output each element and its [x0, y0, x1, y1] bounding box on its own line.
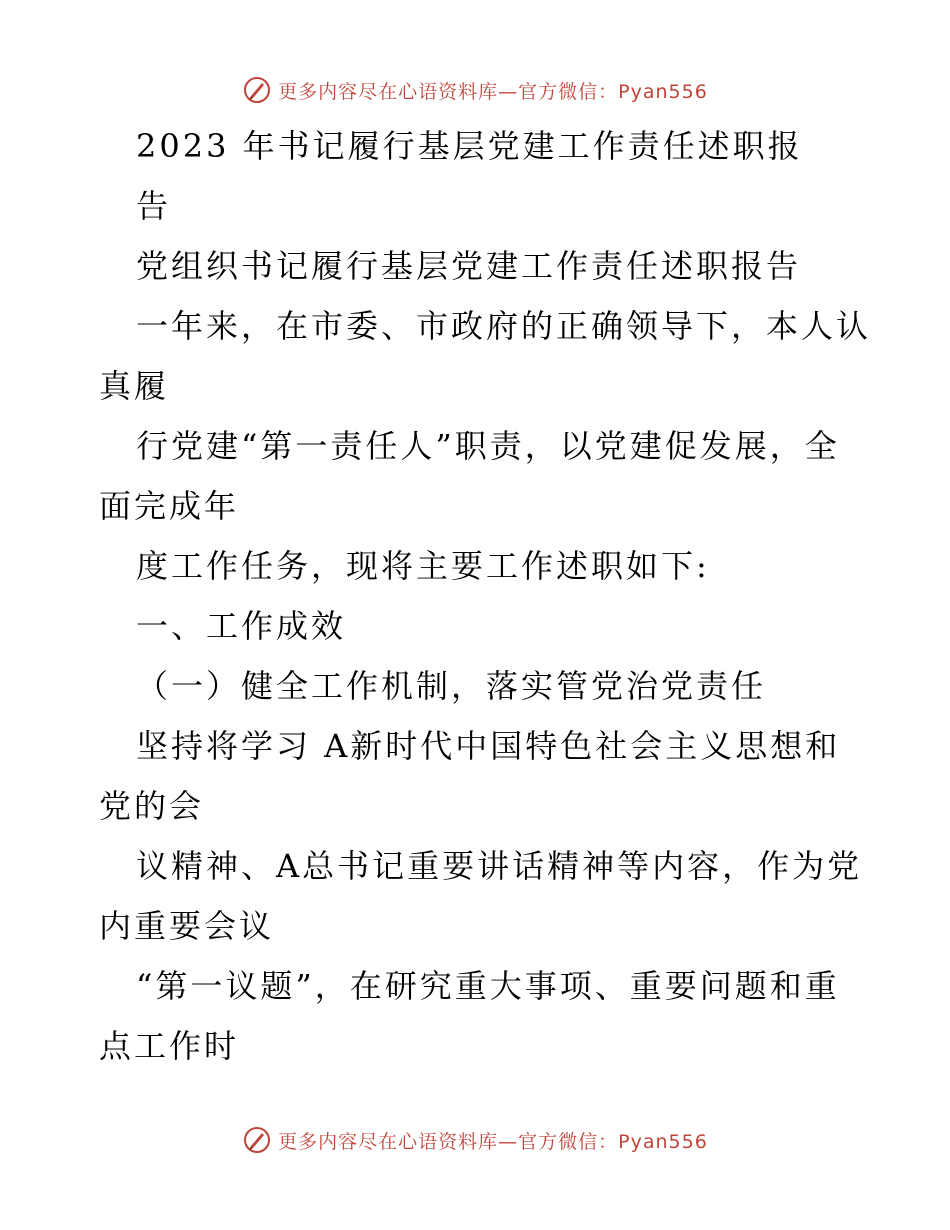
paragraph-line: 面完成年	[99, 487, 240, 525]
paragraph-line: “第一议题”，在研究重大事项、重要问题和重	[136, 967, 840, 1005]
paragraph-line: 度工作任务，现将主要工作述职如下:	[136, 547, 710, 585]
watermark-footer	[0, 1120, 950, 1160]
doc-subtitle: 党组织书记履行基层党建工作责任述职报告	[136, 247, 802, 285]
doc-title-line-2: 告	[136, 187, 172, 225]
watermark-text: 更多内容尽在心语资料库—官方微信：Pyan556	[278, 1130, 708, 1153]
paragraph-line: 坚持将学习 A新时代中国特色社会主义思想和	[136, 727, 841, 765]
paragraph-line: 一年来，在市委、市政府的正确领导下，本人认	[136, 307, 872, 345]
doc-title-line-1: 2023 年书记履行基层党建工作责任述职报	[136, 127, 803, 165]
paragraph-line: 点工作时	[99, 1027, 240, 1065]
quill-pen-logo-icon	[242, 1125, 272, 1155]
section-heading: 一、工作成效	[136, 607, 347, 645]
paragraph-line: 议精神、A总书记重要讲话精神等内容，作为党	[136, 847, 863, 885]
paragraph-line: 真履	[99, 367, 170, 405]
watermark-text: 更多内容尽在心语资料库—官方微信：Pyan556	[278, 80, 708, 103]
subsection-heading: （一）健全工作机制，落实管党治党责任	[136, 667, 767, 705]
paragraph-line: 行党建“第一责任人”职责，以党建促发展，全	[136, 427, 840, 465]
paragraph-line: 党的会	[99, 787, 205, 825]
paragraph-line: 内重要会议	[99, 907, 275, 945]
